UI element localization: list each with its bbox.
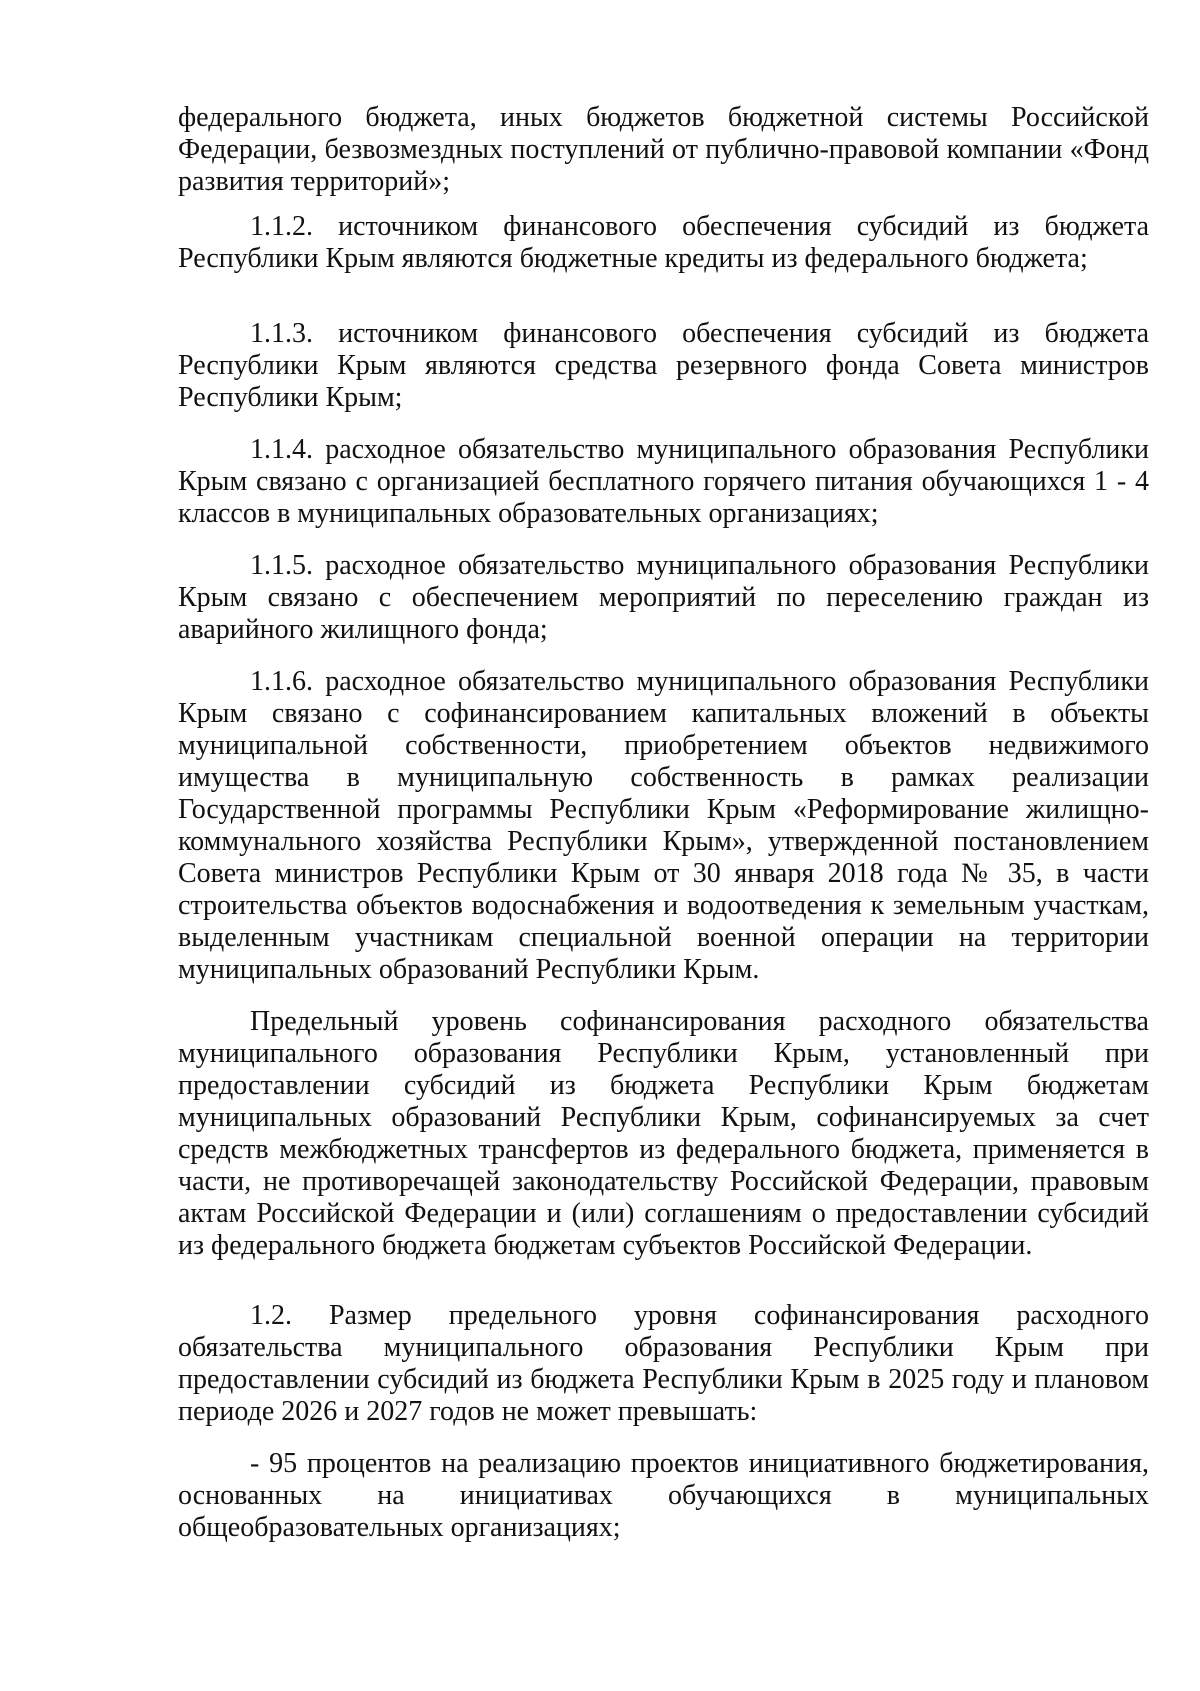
paragraph-1-2: 1.2. Размер предельного уровня софинансирования расходного обязательства муниципального образования Республики Крым при предоставлении субсидий из бюджета Республики Крым в 2025 году и плановом периоде 2026 и 2027 годов не может превышать:	[178, 1300, 1149, 1427]
paragraph-cofinancing-limit: Предельный уровень софинансирования расходного обязательства муниципального образования Республики Крым, установленный при предоставлении субсидий из бюджета Республики Крым бюджетам муниципальных образований Республики Крым, софинансируемых за счет средств межбюджетных трансфертов из федерального бюджета, применяется в части, не противоречащей законодательству Российской Федерации, правовым актам Российской Федерации и (или) соглашениям о предоставлении субсидий из федерального бюджета бюджетам субъектов Российской Федерации.	[178, 1006, 1149, 1261]
paragraph-1-1-5: 1.1.5. расходное обязательство муниципального образования Республики Крым связано с обеспечением мероприятий по переселению граждан из аварийного жилищного фонда;	[178, 550, 1149, 645]
paragraph-95-percent: - 95 процентов на реализацию проектов инициативного бюджетирования, основанных на инициативах обучающихся в муниципальных общеобразовательных организациях;	[178, 1448, 1149, 1543]
document-body	[178, 102, 1149, 1544]
paragraph-1-1-4: 1.1.4. расходное обязательство муниципального образования Республики Крым связано с организацией бесплатного горячего питания обучающихся 1 - 4 классов в муниципальных образовательных организациях;	[178, 434, 1149, 529]
paragraph-1-1-2: 1.1.2. источником финансового обеспечения субсидий из бюджета Республики Крым являются бюджетные кредиты из федерального бюджета;	[178, 211, 1149, 274]
paragraph-1-1-6: 1.1.6. расходное обязательство муниципального образования Республики Крым связано с софинансированием капитальных вложений в объекты муниципальной собственности, приобретением объектов недвижимого имущества в муниципальную собственность в рамках реализации Государственной программы Республики Крым «Реформирование жилищно-коммунального хозяйства Республики Крым», утвержденной постановлением Совета министров Республики Крым от 30 января 2018 года № 35, в части строительства объектов водоснабжения и водоотведения к земельным участкам, выделенным участникам специальной военной операции на территории муниципальных образований Республики Крым.	[178, 666, 1149, 985]
paragraph-continuation: федерального бюджета, иных бюджетов бюджетной системы Российской Федерации, безвозмездных поступлений от публично-правовой компании «Фонд развития территорий»;	[178, 102, 1149, 197]
paragraph-1-1-3: 1.1.3. источником финансового обеспечения субсидий из бюджета Республики Крым являются средства резервного фонда Совета министров Республики Крым;	[178, 318, 1149, 413]
